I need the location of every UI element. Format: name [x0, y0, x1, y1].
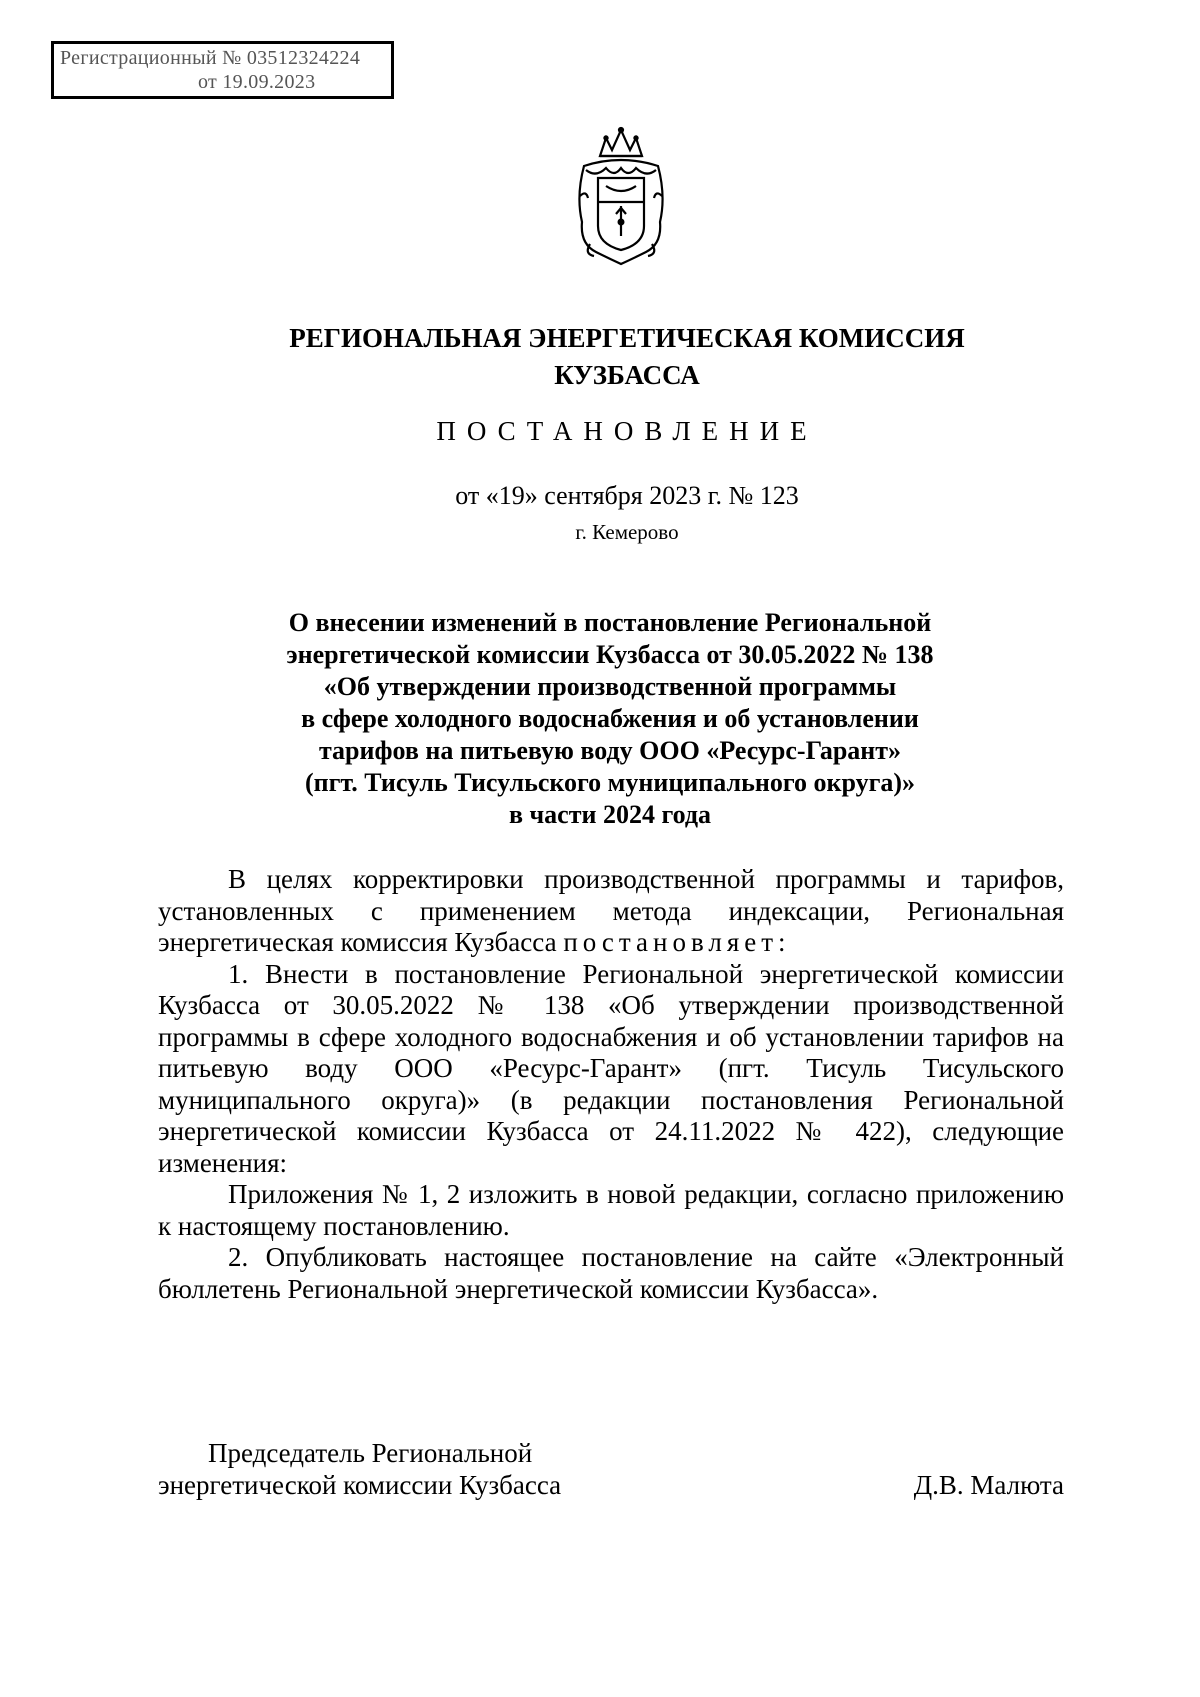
signatory-position-line-1: Председатель Региональной: [208, 1438, 533, 1468]
signatory-position-line-2: энергетической комиссии Кузбасса: [158, 1470, 562, 1500]
title-line: в части 2024 года: [508, 800, 712, 829]
body-paragraph-item-1: 1. Внести в постановление Региональной энергетической комиссии Кузбасса от 30.05.2022 № 138 «Об утверждении производственной программы в сфере холодного водоснабжения и об установлении тарифов на питьевую воду ООО «Ресурс-Гарант» (пгт. Тисуль Тисульского муниципального округа)» (в редакции постановления Региональной энергетической комиссии Кузбасса от 24.11.2022 № 422), следующие изменения:: [158, 958, 1064, 1178]
title-line: (пгт. Тисуль Тисульского муниципального округа)»: [304, 768, 916, 797]
preamble-verb: постановляет:: [563, 927, 791, 957]
document-title: [0, 607, 1200, 831]
title-line: в сфере холодного водоснабжения и об установлении: [301, 704, 919, 733]
body-paragraph-item-1-detail: Приложения № 1, 2 изложить в новой редакции, согласно приложению к настоящему постановлению.: [158, 1179, 1064, 1241]
signature-block: [158, 1437, 1064, 1501]
organization-line-1: РЕГИОНАЛЬНАЯ ЭНЕРГЕТИЧЕСКАЯ КОМИССИЯ: [289, 323, 965, 353]
body-paragraph-preamble: [158, 864, 1064, 959]
document-date-number: от «19» сентября 2023 г. № 123: [455, 481, 799, 510]
title-line: энергетической комиссии Кузбасса от 30.05.2022 № 138: [286, 640, 934, 669]
body-paragraph-item-2: 2. Опубликовать настоящее постановление на сайте «Электронный бюллетень Региональной энергетической комиссии Кузбасса».: [158, 1242, 1064, 1304]
preamble-text: В целях корректировки производственной программы и тарифов, установленных с применением метода индексации, Региональная энергетическая комиссия Кузбасса: [158, 864, 1064, 957]
document-type: ПОСТАНОВЛЕНИЕ: [436, 416, 818, 446]
coat-of-arms-emblem-icon: [566, 126, 676, 266]
organization-line-2: КУЗБАССА: [554, 360, 700, 390]
organization-name: [0, 320, 1200, 394]
registration-number: Регистрационный № 03512324224: [60, 47, 361, 69]
signatory-name: Д.В. Малюта: [913, 1470, 1064, 1500]
title-line: О внесении изменений в постановление Региональной: [288, 608, 932, 637]
document-body: [158, 864, 1064, 1305]
registration-stamp: [51, 41, 394, 99]
title-line: тарифов на питьевую воду ООО «Ресурс-Гарант»: [318, 736, 902, 765]
title-line: «Об утверждении производственной программы: [323, 672, 897, 701]
registration-date: от 19.09.2023: [198, 71, 316, 93]
document-city: г. Кемерово: [575, 520, 679, 544]
